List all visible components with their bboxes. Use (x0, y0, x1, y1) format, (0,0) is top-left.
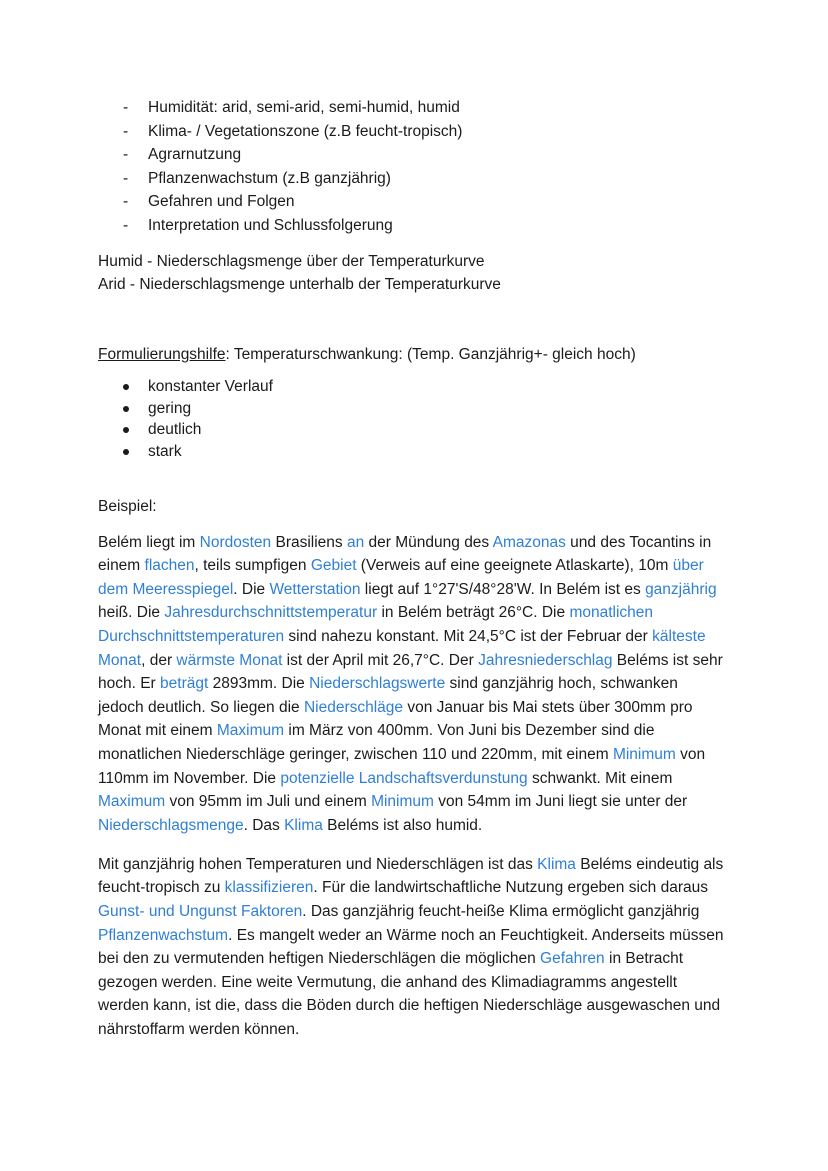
highlighted-term: Amazonas (492, 533, 566, 551)
dash-marker: - (123, 216, 129, 234)
example-paragraph-1 (98, 531, 724, 838)
definition-humid: Humid - Niederschlagsmenge über der Temperaturkurve (98, 252, 485, 270)
list-item: deutlich (98, 419, 738, 440)
text-run: in Belém beträgt 26°C. Die (377, 604, 570, 622)
text-run: . Das (243, 816, 285, 834)
text-run: . Es mangelt weder an Wärme noch an Feuchtigkeit. Anderseits müssen bei den zu vermutenden heftigen Niederschlägen die möglichen (98, 926, 724, 968)
highlighted-term: Klima (537, 855, 576, 873)
highlighted-term: Niederschläge (303, 698, 404, 716)
list-item: stark (98, 441, 738, 462)
text-run: 2893mm. Die (208, 675, 310, 693)
list-item: - Klima- / Vegetationszone (z.B feucht-tropisch) (98, 120, 738, 144)
highlighted-term: klassifizieren (224, 879, 314, 897)
text-run: heiß. Die (98, 604, 165, 622)
text-run: sind nahezu konstant. Mit 24,5°C ist der Februar der (284, 627, 653, 645)
criteria-list (98, 96, 738, 238)
text-run: von Januar bis Mai stets über 300mm pro Monat mit einem (98, 698, 693, 740)
highlighted-term: Maximum (98, 793, 166, 811)
highlighted-term: Minimum (371, 793, 434, 811)
highlighted-term: Wetterstation (269, 580, 361, 598)
text-run: Mit ganzjährig hohen Temperaturen und Niederschlägen ist das (98, 855, 538, 873)
hint-text: : Temperaturschwankung: (Temp. Ganzjährig+- gleich hoch) (225, 345, 636, 363)
highlighted-term: Gebiet (310, 557, 357, 575)
highlighted-term: Jahresdurchschnittstemperatur (164, 604, 378, 622)
text-run: . Für die landwirtschaftliche Nutzung ergeben sich daraus (313, 879, 708, 897)
list-item: - Pflanzenwachstum (z.B ganzjährig) (98, 167, 738, 191)
bullet-icon (123, 406, 129, 412)
hint-label: Formulierungshilfe (98, 345, 226, 363)
bullet-icon (123, 427, 129, 433)
highlighted-term: Minimum (612, 745, 676, 763)
list-item: - Humidität: arid, semi-arid, semi-humid, humid (98, 96, 738, 120)
example-paragraph-2 (98, 853, 724, 1042)
bullet-icon (123, 449, 129, 455)
highlighted-term: monatlichen Durchschnittstemperaturen (98, 604, 654, 645)
bullet-icon (123, 384, 129, 390)
dash-marker: - (123, 193, 129, 211)
text-run: (Verweis auf eine geeignete Atlaskarte), 10m (356, 557, 673, 575)
dash-marker: - (123, 146, 129, 164)
highlighted-term: beträgt (160, 675, 209, 693)
highlighted-term: an (346, 533, 365, 551)
text-run: und des Tocantins in einem (98, 533, 712, 575)
highlighted-term: Niederschlagsmenge (98, 816, 244, 834)
highlighted-term: Gefahren (540, 950, 605, 968)
highlighted-term: über dem Meeresspiegel (98, 557, 704, 598)
text-run: im März von 400mm. Von Juni bis Dezember sind die monatlichen Niederschläge geringer, zwischen 110 und 220mm, mit einem (98, 722, 655, 763)
list-item: - Gefahren und Folgen (98, 190, 738, 214)
highlighted-term: Gunst- und Ungunst Faktoren (98, 902, 303, 920)
list-item: - Agrarnutzung (98, 143, 738, 167)
text-run: sind ganzjährig hoch, schwanken jedoch deutlich. So liegen die (98, 675, 678, 716)
highlighted-term: Niederschlagswerte (309, 675, 446, 693)
text-run: von 95mm im Juli und einem (165, 793, 372, 811)
highlighted-term: Nordosten (199, 533, 272, 551)
list-item: - Interpretation und Schlussfolgerung (98, 214, 738, 238)
highlighted-term: flachen (144, 557, 195, 575)
highlighted-term: wärmste Monat (176, 651, 283, 669)
text-run: . Die (233, 580, 270, 598)
example-heading: Beispiel: (98, 497, 157, 515)
definition-arid: Arid - Niederschlagsmenge unterhalb der Temperaturkurve (98, 276, 501, 294)
text-run: . Das ganzjährig feucht-heiße Klima ermöglicht ganzjährig (302, 902, 700, 920)
list-item: konstanter Verlauf (98, 376, 738, 397)
text-run: von 110mm im November. Die (98, 745, 706, 787)
document-page (98, 96, 738, 1057)
text-run: Belém liegt im (98, 533, 200, 551)
text-run: in Betracht gezogen werden. Eine weite Vermutung, die anhand des Klimadiagramms angestellt werden kann, ist die, dass die Böden durch die heftigen Niederschläge ausgewaschen und nährstoffarm werden können. (98, 950, 721, 1038)
formulation-hint (98, 343, 738, 367)
dash-marker: - (123, 169, 129, 187)
highlighted-term: Maximum (216, 722, 285, 740)
text-run: der Mündung des (364, 533, 493, 551)
text-run: ist der April mit 26,7°C. Der (282, 651, 479, 669)
highlighted-term: Klima (284, 816, 323, 834)
highlighted-term: kälteste Monat (98, 627, 706, 669)
text-run: schwankt. Mit einem (527, 769, 673, 787)
hint-options-list (98, 376, 738, 462)
highlighted-term: potenzielle Landschaftsverdunstung (280, 769, 528, 787)
highlighted-term: Pflanzenwachstum (98, 926, 229, 944)
highlighted-term: ganzjährig (645, 580, 717, 598)
highlighted-term: Jahresniederschlag (478, 651, 613, 669)
text-run: Beléms eindeutig als feucht-tropisch zu (98, 855, 724, 897)
text-run: Beléms ist sehr hoch. Er (98, 651, 723, 693)
dash-marker: - (123, 99, 129, 116)
text-run: Brasiliens (271, 533, 347, 551)
text-run: , teils sumpfigen (194, 557, 311, 575)
text-run: von 54mm im Juni liegt sie unter der (433, 793, 688, 811)
list-item: gering (98, 398, 738, 419)
text-run: , der (141, 651, 177, 669)
text-run: Beléms ist also humid. (322, 816, 483, 834)
definitions (98, 250, 738, 297)
text-run: liegt auf 1°27'S/48°28'W. In Belém ist es (360, 580, 646, 598)
dash-marker: - (123, 122, 129, 140)
